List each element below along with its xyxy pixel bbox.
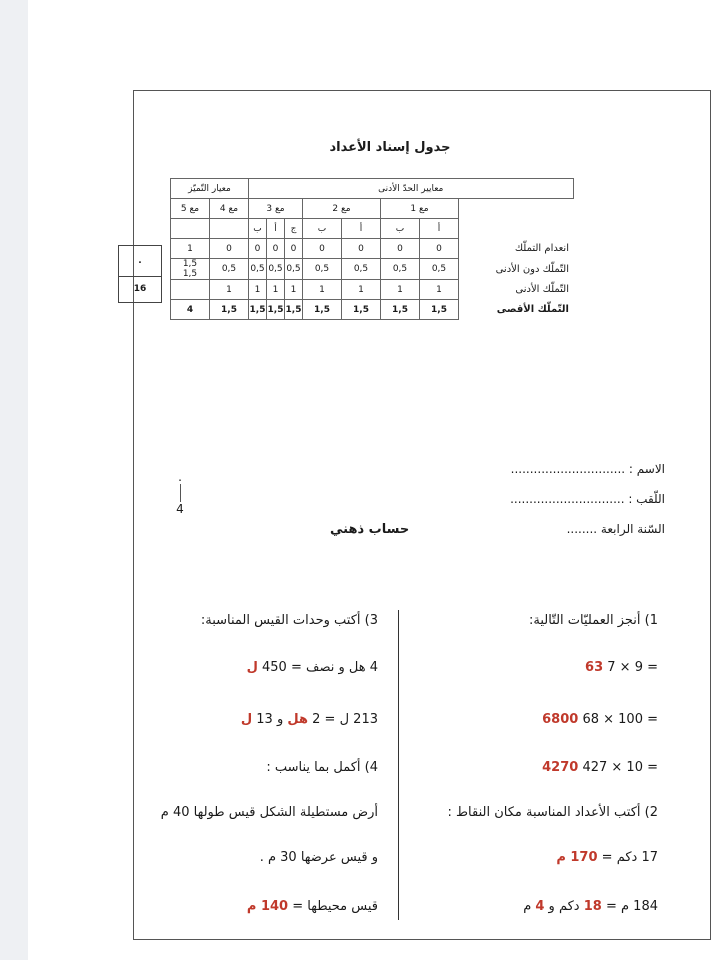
sub: ج	[285, 219, 303, 239]
measure-2: 213 ل = 2 هل و 13 ل	[240, 712, 378, 727]
row-label: التّملّك الأدنى	[515, 284, 569, 295]
table-row: 4 1,5 1,5 1,5 1,5 1,5 1,5 1,5 1,5 التّملّك الأقصى	[171, 300, 575, 320]
column-divider	[398, 610, 399, 920]
question-3: 3) أكتب وحدات القيس المناسبة:	[200, 613, 378, 628]
exercise-score	[170, 470, 190, 516]
question-4: 4) أكمل بما يناسب :	[266, 760, 378, 775]
sub: أ	[267, 219, 285, 239]
grade-field: السّنة الرابعة ........	[566, 522, 665, 536]
crit-3: مع 3	[249, 199, 303, 219]
crit-4: مع 4	[210, 199, 249, 219]
sub: ب	[303, 219, 342, 239]
perimeter-answer: قيس محيطها = 140 م	[246, 899, 378, 914]
row-label: انعدام التملّك	[514, 243, 569, 254]
total-score-box	[118, 245, 162, 303]
score-small-value: 4	[176, 502, 184, 516]
crit-1: مع 1	[381, 199, 459, 219]
conv-1: 17 دكم = 170 م	[556, 850, 658, 865]
conv-2: 184 م = 18 دكم و 4 م	[523, 899, 658, 914]
row-label: التّملّك دون الأدنى	[495, 263, 569, 275]
group-excellence: معيار التّميّز	[171, 179, 249, 199]
sub: ب	[249, 219, 267, 239]
sub: أ	[342, 219, 381, 239]
surname-field: اللّقب : ..............................	[510, 492, 665, 506]
score-dot: .	[119, 246, 161, 277]
question-1: 1) أنجز العمليّات التّالية:	[528, 613, 658, 628]
table-row: 1 0 0 0 0 0 0 0 0 انعدام التملّك	[171, 239, 575, 259]
measure-1: 4 هل و نصف = 450 ل	[246, 660, 378, 675]
table-title: جدول إسناد الأعداد	[329, 140, 451, 155]
problem-line-2: و قيس عرضها 30 م .	[259, 850, 378, 865]
row-label: التّملّك الأقصى	[496, 304, 569, 315]
score-total: 16	[133, 284, 147, 294]
table-row: 1 1 1 1 1 1 1 1 التّملّك الأدنى	[171, 280, 575, 300]
op-2: 68 × 100 = 6800	[542, 712, 658, 727]
problem-line-1: أرض مستطيلة الشكل قيس طولها 40 م	[160, 805, 378, 820]
question-2: 2) أكتب الأعداد المناسبة مكان النقاط :	[447, 805, 658, 820]
score-divider	[180, 484, 181, 502]
crit-2: مع 2	[303, 199, 381, 219]
op-1: 7 × 9 = 63	[585, 660, 658, 675]
grading-table	[170, 178, 575, 320]
op-3: 427 × 10 = 4270	[542, 760, 658, 775]
sub: ب	[381, 219, 420, 239]
score-dot: .	[178, 470, 182, 484]
crit-5: مع 5	[171, 199, 210, 219]
exercise-title: حساب ذهني	[330, 522, 410, 537]
sub: أ	[420, 219, 459, 239]
name-field: الاسم : ..............................	[510, 462, 665, 476]
group-minimum: معايير الحدّ الأدنى	[249, 179, 574, 199]
table-row: 1,5 1,5 0,5 0,5 0,5 0,5 0,5 0,5 0,5 0,5 التّملّك دون الأدنى	[171, 259, 575, 280]
